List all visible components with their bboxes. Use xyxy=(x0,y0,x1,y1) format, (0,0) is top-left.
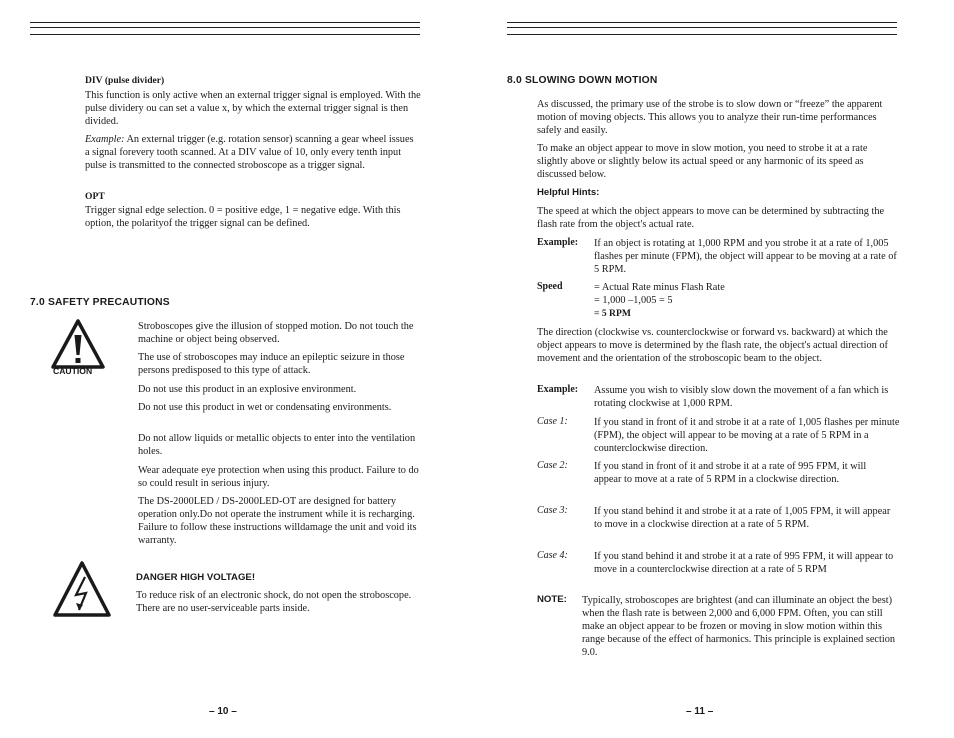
right-page xyxy=(477,0,954,738)
precaution-item: Do not use this product in wet or condensating environments. xyxy=(138,402,392,413)
precaution-item: Do not use this product in an explosive environment. xyxy=(138,384,357,395)
danger-text: To reduce risk of an electronic shock, do not open the stroboscope. There are no user-serviceable parts inside. xyxy=(136,590,412,614)
intro-paragraph: As discussed, the primary use of the strobe is to slow down or “freeze” the apparent motion of moving objects. This allows you to analyze their run-time performances safely and easily. xyxy=(537,99,883,136)
header-rule xyxy=(30,27,420,28)
hints-paragraph: The speed at which the object appears to move can be determined by subtracting the flash rate from the object's actual rate. xyxy=(537,206,885,230)
note-text: Typically, stroboscopes are brightest (and can illuminate an object the best) when the flash rate is between 2,000 and 6,000 FPM. Often, you can still make an object appear to be frozen or moving in slow motion within this range because of the effect of harmonics. This principle is explained section 9.0. xyxy=(582,595,895,658)
example-text: Assume you wish to visibly slow down the movement of a fan which is rotating clockwise at 1,000 RPM. xyxy=(594,385,889,409)
example-text: An external trigger (e.g. rotation sensor) scanning a gear wheel issues a signal forevery tooth scanned. At a DIV value of 10, only every tenth input pulse is transmitted to the connected stroboscope as a trigger signal. xyxy=(85,134,414,171)
slow-motion-paragraph: To make an object appear to move in slow motion, you need to strobe it at a rate slightly above or slightly below its actual speed or any harmonic of its speed as discussed below. xyxy=(537,143,868,180)
caution-icon xyxy=(50,318,106,378)
header-rule xyxy=(30,22,420,23)
speed-label: Speed xyxy=(537,281,563,292)
page-number: – 11 – xyxy=(686,706,714,717)
header-rule xyxy=(30,34,420,35)
case-label: Case 1: xyxy=(537,416,568,427)
case-label: Case 3: xyxy=(537,505,568,516)
opt-text: Trigger signal edge selection. 0 = positive edge, 1 = negative edge. With this option, the polarityof the trigger signal can be defined. xyxy=(85,205,401,229)
case-text: If you stand behind it and strobe it at a rate of 1,005 FPM, it will appear to move in a clockwise direction at a rate of 5 RPM. xyxy=(594,506,891,530)
section-title: 8.0 SLOWING DOWN MOTION xyxy=(507,75,658,86)
div-text: This function is only active when an external trigger signal is employed. With the pulse dividery ou can set a value x, by which the external trigger signal is then divided. xyxy=(85,90,421,127)
hints-heading: Helpful Hints: xyxy=(537,187,600,198)
direction-paragraph: The direction (clockwise vs. counterclockwise or forward vs. backward) at which the object appears to move is determined by the flash rate, the object's actual direction of movement and the orientation of the stroboscopic beam to the object. xyxy=(537,327,888,364)
header-rule xyxy=(507,22,897,23)
caution-label: CAUTION xyxy=(53,366,93,376)
header-rule xyxy=(507,34,897,35)
speed-formula-line: = Actual Rate minus Flash Rate xyxy=(594,282,725,293)
high-voltage-icon xyxy=(52,560,112,618)
case-text: If you stand in front of it and strobe it at a rate of 1,005 flashes per minute (FPM), the object will appear to be moving at a rate of 5 RPM in a counterclockwise direction. xyxy=(594,417,900,454)
example-label: Example: xyxy=(85,134,125,145)
header-rule xyxy=(507,27,897,28)
example-label: Example: xyxy=(537,384,579,395)
precaution-item: Wear adequate eye protection when using this product. Failure to do so could result in serious injury. xyxy=(138,465,419,489)
precaution-item: Stroboscopes give the illusion of stopped motion. Do not touch the machine or object being observed. xyxy=(138,321,414,345)
opt-heading: OPT xyxy=(85,191,105,202)
case-text: If you stand in front of it and strobe it at a rate of 995 FPM, it will appear to move at a rate of 5 RPM in a clockwise direction. xyxy=(594,461,867,485)
case-text: If you stand behind it and strobe it at a rate of 995 FPM, it will appear to move in a counterclockwise direction at a rate of 5 RPM xyxy=(594,551,894,575)
case-label: Case 2: xyxy=(537,460,568,471)
example-text: If an object is rotating at 1,000 RPM and you strobe it at a rate of 1,005 flashes per minute (FPM), the object will appear to be moving at a rate of 5 RPM. xyxy=(594,238,897,275)
example-paragraph xyxy=(85,133,417,172)
danger-heading: DANGER HIGH VOLTAGE! xyxy=(136,572,256,583)
page-number: – 10 – xyxy=(209,706,237,717)
speed-formula-line: = 1,000 –1,005 = 5 xyxy=(594,295,673,306)
div-heading: DIV (pulse divider) xyxy=(85,75,165,86)
case-label: Case 4: xyxy=(537,550,568,561)
precaution-item: The use of stroboscopes may induce an epileptic seizure in those persons predisposed to this type of attack. xyxy=(138,352,405,376)
precaution-item: The DS-2000LED / DS-2000LED-OT are designed for battery operation only.Do not operate the instrument while it is recharging. Failure to follow these instructions willdamage the unit and void its warranty. xyxy=(138,496,417,546)
example-label: Example: xyxy=(537,237,579,248)
note-label: NOTE: xyxy=(537,594,567,605)
speed-result: = 5 RPM xyxy=(594,308,631,319)
precaution-item: Do not allow liquids or metallic objects to enter into the ventilation holes. xyxy=(138,433,416,457)
section-title: 7.0 SAFETY PRECAUTIONS xyxy=(30,297,170,308)
